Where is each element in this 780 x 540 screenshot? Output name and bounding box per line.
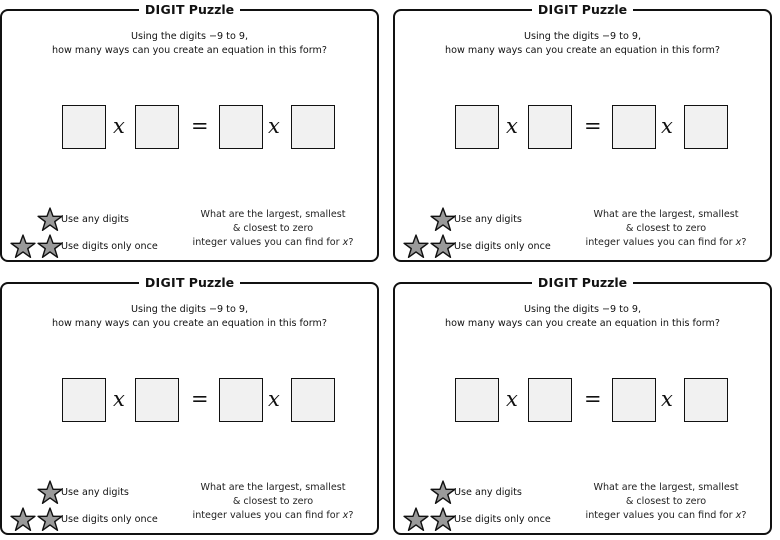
answer-box-1[interactable] [455, 105, 499, 149]
prompt-line-1: Using the digits −9 to 9, [130, 31, 249, 42]
answer-box-2[interactable] [135, 105, 179, 149]
star-icon [430, 207, 456, 233]
answer-box-2[interactable] [135, 378, 179, 422]
question-line-3-text: integer values you can find for [585, 510, 736, 521]
challenge-question [578, 208, 754, 250]
star-icon [403, 507, 429, 533]
puzzle-card-top-left [0, 2, 379, 262]
times-x-2: x [661, 387, 673, 411]
times-x-2: x [661, 114, 673, 138]
star-icon [430, 480, 456, 506]
answer-box-3[interactable] [612, 378, 656, 422]
prompt-line-1: Using the digits −9 to 9, [130, 304, 249, 315]
times-x-1: x [506, 114, 518, 138]
level-2-label: Use digits only once [61, 241, 158, 252]
answer-box-1[interactable] [455, 378, 499, 422]
equals-sign: = [584, 387, 602, 411]
star-icon [10, 234, 36, 260]
card-title [2, 1, 377, 19]
puzzle-card-top-right [393, 2, 772, 262]
level-2-label: Use digits only once [454, 241, 551, 252]
star-icon [37, 207, 63, 233]
title-brand: DIGIT [144, 275, 185, 290]
answer-box-3[interactable] [612, 105, 656, 149]
star-icon [403, 234, 429, 260]
title-brand: DIGIT [537, 2, 578, 17]
prompt-text [2, 30, 377, 58]
answer-box-3[interactable] [219, 105, 263, 149]
title-puzzle: Puzzle [188, 2, 235, 17]
answer-box-4[interactable] [684, 105, 728, 149]
star-icon [37, 507, 63, 533]
times-x-2: x [268, 387, 280, 411]
card-title [2, 274, 377, 292]
prompt-text [395, 30, 770, 58]
star-icon [430, 234, 456, 260]
title-puzzle: Puzzle [581, 2, 628, 17]
level-2-label: Use digits only once [61, 514, 158, 525]
answer-box-2[interactable] [528, 105, 572, 149]
question-line-2: & closest to zero [625, 496, 707, 507]
card-title [395, 274, 770, 292]
answer-box-4[interactable] [291, 105, 335, 149]
card-title [395, 1, 770, 19]
equals-sign: = [584, 114, 602, 138]
title-puzzle: Puzzle [581, 275, 628, 290]
times-x-1: x [113, 114, 125, 138]
question-line-1: What are the largest, smallest [200, 209, 346, 220]
question-line-3 [185, 236, 361, 250]
question-line-2: & closest to zero [232, 496, 314, 507]
puzzle-card-bottom-left [0, 275, 379, 535]
question-line-1: What are the largest, smallest [593, 209, 739, 220]
question-line-2: & closest to zero [625, 223, 707, 234]
question-line-3 [185, 509, 361, 523]
prompt-line-1: Using the digits −9 to 9, [523, 304, 642, 315]
question-line-2: & closest to zero [232, 223, 314, 234]
level-1-label: Use any digits [454, 487, 522, 498]
equals-sign: = [191, 387, 209, 411]
star-icon [37, 234, 63, 260]
answer-box-3[interactable] [219, 378, 263, 422]
star-icon [37, 480, 63, 506]
prompt-line-2: how many ways can you create an equation in this form? [52, 318, 327, 329]
answer-box-1[interactable] [62, 378, 106, 422]
challenge-question [578, 481, 754, 523]
question-line-1: What are the largest, smallest [593, 482, 739, 493]
times-x-1: x [113, 387, 125, 411]
question-line-1: What are the largest, smallest [200, 482, 346, 493]
question-line-3 [578, 509, 754, 523]
times-x-1: x [506, 387, 518, 411]
prompt-text [2, 303, 377, 331]
answer-box-4[interactable] [684, 378, 728, 422]
title-puzzle: Puzzle [188, 275, 235, 290]
question-variable: x [342, 510, 349, 521]
level-1-label: Use any digits [61, 487, 129, 498]
prompt-line-2: how many ways can you create an equation in this form? [52, 45, 327, 56]
question-variable: x [342, 237, 349, 248]
star-icon [430, 507, 456, 533]
question-mark: ? [741, 237, 747, 248]
prompt-line-1: Using the digits −9 to 9, [523, 31, 642, 42]
prompt-text [395, 303, 770, 331]
question-mark: ? [348, 237, 354, 248]
answer-box-2[interactable] [528, 378, 572, 422]
answer-box-4[interactable] [291, 378, 335, 422]
challenge-question [185, 481, 361, 523]
level-2-label: Use digits only once [454, 514, 551, 525]
question-line-3-text: integer values you can find for [585, 237, 736, 248]
level-1-label: Use any digits [61, 214, 129, 225]
equals-sign: = [191, 114, 209, 138]
title-brand: DIGIT [537, 275, 578, 290]
title-brand: DIGIT [144, 2, 185, 17]
answer-box-1[interactable] [62, 105, 106, 149]
question-variable: x [735, 510, 742, 521]
times-x-2: x [268, 114, 280, 138]
question-mark: ? [741, 510, 747, 521]
question-line-3-text: integer values you can find for [192, 510, 343, 521]
question-mark: ? [348, 510, 354, 521]
question-line-3-text: integer values you can find for [192, 237, 343, 248]
prompt-line-2: how many ways can you create an equation in this form? [445, 45, 720, 56]
challenge-question [185, 208, 361, 250]
question-variable: x [735, 237, 742, 248]
star-icon [10, 507, 36, 533]
prompt-line-2: how many ways can you create an equation in this form? [445, 318, 720, 329]
puzzle-card-bottom-right [393, 275, 772, 535]
question-line-3 [578, 236, 754, 250]
level-1-label: Use any digits [454, 214, 522, 225]
